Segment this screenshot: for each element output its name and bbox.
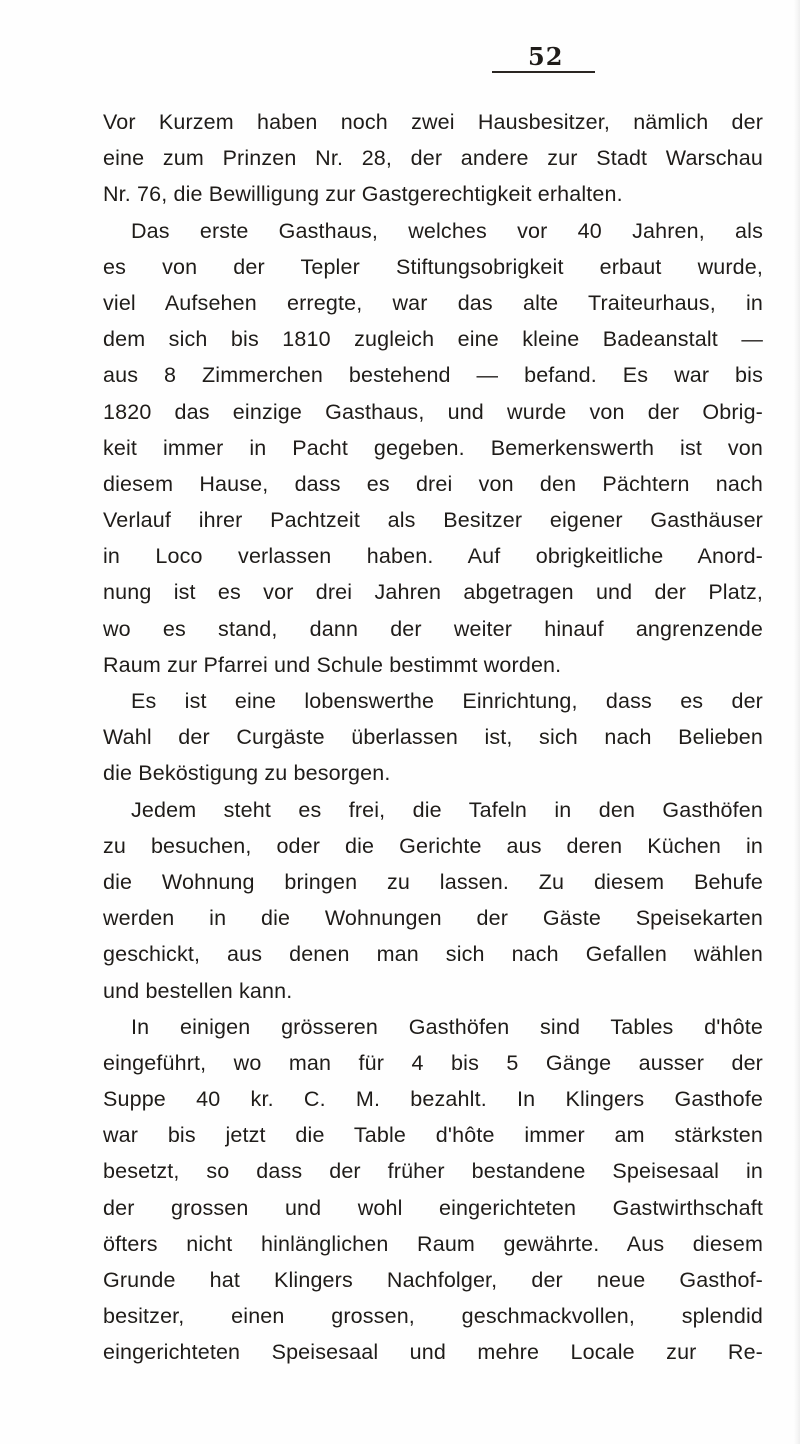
text-line: viel Aufsehen erregte, war das alte Traiteurhaus, in: [103, 290, 763, 315]
text-line: Nr. 76, die Bewilligung zur Gastgerechtigkeit erhalten.: [103, 182, 623, 207]
text-line: aus 8 Zimmerchen bestehend — befand. Es war bis: [103, 363, 763, 388]
text-line: geschickt, aus denen man sich nach Gefallen wählen: [103, 942, 763, 967]
page-number: 52: [528, 42, 564, 71]
text-line: werden in die Wohnungen der Gäste Speisekarten: [103, 906, 763, 931]
page-number-rule: [492, 71, 595, 73]
text-line: Es ist eine lobenswerthe Einrichtung, dass es der: [131, 689, 763, 713]
text-line: Raum zur Pfarrei und Schule bestimmt worden.: [103, 652, 562, 677]
text-line: wo es stand, dann der weiter hinauf angrenzende: [103, 616, 763, 641]
text-line: besetzt, so dass der früher bestandene Speisesaal in: [103, 1159, 763, 1184]
text-line: eine zum Prinzen Nr. 28, der andere zur Stadt Warschau: [103, 146, 763, 171]
text-line: es von der Tepler Stiftungsobrigkeit erbaut wurde,: [103, 254, 763, 279]
text-line: der grossen und wohl eingerichteten Gastwirthschaft: [103, 1195, 763, 1220]
text-line: in Loco verlassen haben. Auf obrigkeitliche Anord-: [103, 544, 763, 569]
body-text: [103, 104, 763, 1371]
text-line: nung ist es vor drei Jahren abgetragen und der Platz,: [103, 580, 763, 605]
text-line: die Beköstigung zu besorgen.: [103, 761, 391, 786]
text-line: und bestellen kann.: [103, 978, 293, 1003]
text-line: Das erste Gasthaus, welches vor 40 Jahren, als: [131, 218, 763, 243]
text-line: öfters nicht hinlänglichen Raum gewährte. Aus diesem: [103, 1231, 763, 1256]
text-line: Jedem steht es frei, die Tafeln in den Gasthöfen: [131, 797, 763, 822]
text-line: war bis jetzt die Table d'hôte immer am stärksten: [103, 1123, 763, 1148]
text-line: Vor Kurzem haben noch zwei Hausbesitzer, nämlich der: [103, 110, 763, 134]
text-line: eingerichteten Speisesaal und mehre Locale zur Re-: [103, 1340, 763, 1365]
text-line: Wahl der Curgäste überlassen ist, sich nach Belieben: [103, 725, 763, 750]
text-line: Verlauf ihrer Pachtzeit als Besitzer eigener Gasthäuser: [103, 508, 763, 533]
text-line: diesem Hause, dass es drei von den Pächtern nach: [103, 471, 763, 496]
text-line: dem sich bis 1810 zugleich eine kleine Badeanstalt —: [103, 327, 763, 352]
page-edge-shadow: [794, 0, 800, 1444]
text-line: die Wohnung bringen zu lassen. Zu diesem Behufe: [103, 869, 763, 894]
text-line: Grunde hat Klingers Nachfolger, der neue Gasthof-: [103, 1268, 763, 1292]
text-line: eingeführt, wo man für 4 bis 5 Gänge ausser der: [103, 1050, 763, 1075]
text-line: zu besuchen, oder die Gerichte aus deren Küchen in: [103, 833, 763, 858]
text-line: keit immer in Pacht gegeben. Bemerkenswerth ist von: [103, 435, 763, 460]
text-line: 1820 das einzige Gasthaus, und wurde von der Obrig-: [103, 399, 763, 424]
text-line: besitzer, einen grossen, geschmackvollen, splendid: [103, 1304, 763, 1329]
text-line: In einigen grösseren Gasthöfen sind Tables d'hôte: [131, 1014, 763, 1039]
text-line: Suppe 40 kr. C. M. bezahlt. In Klingers Gasthofe: [103, 1087, 763, 1112]
